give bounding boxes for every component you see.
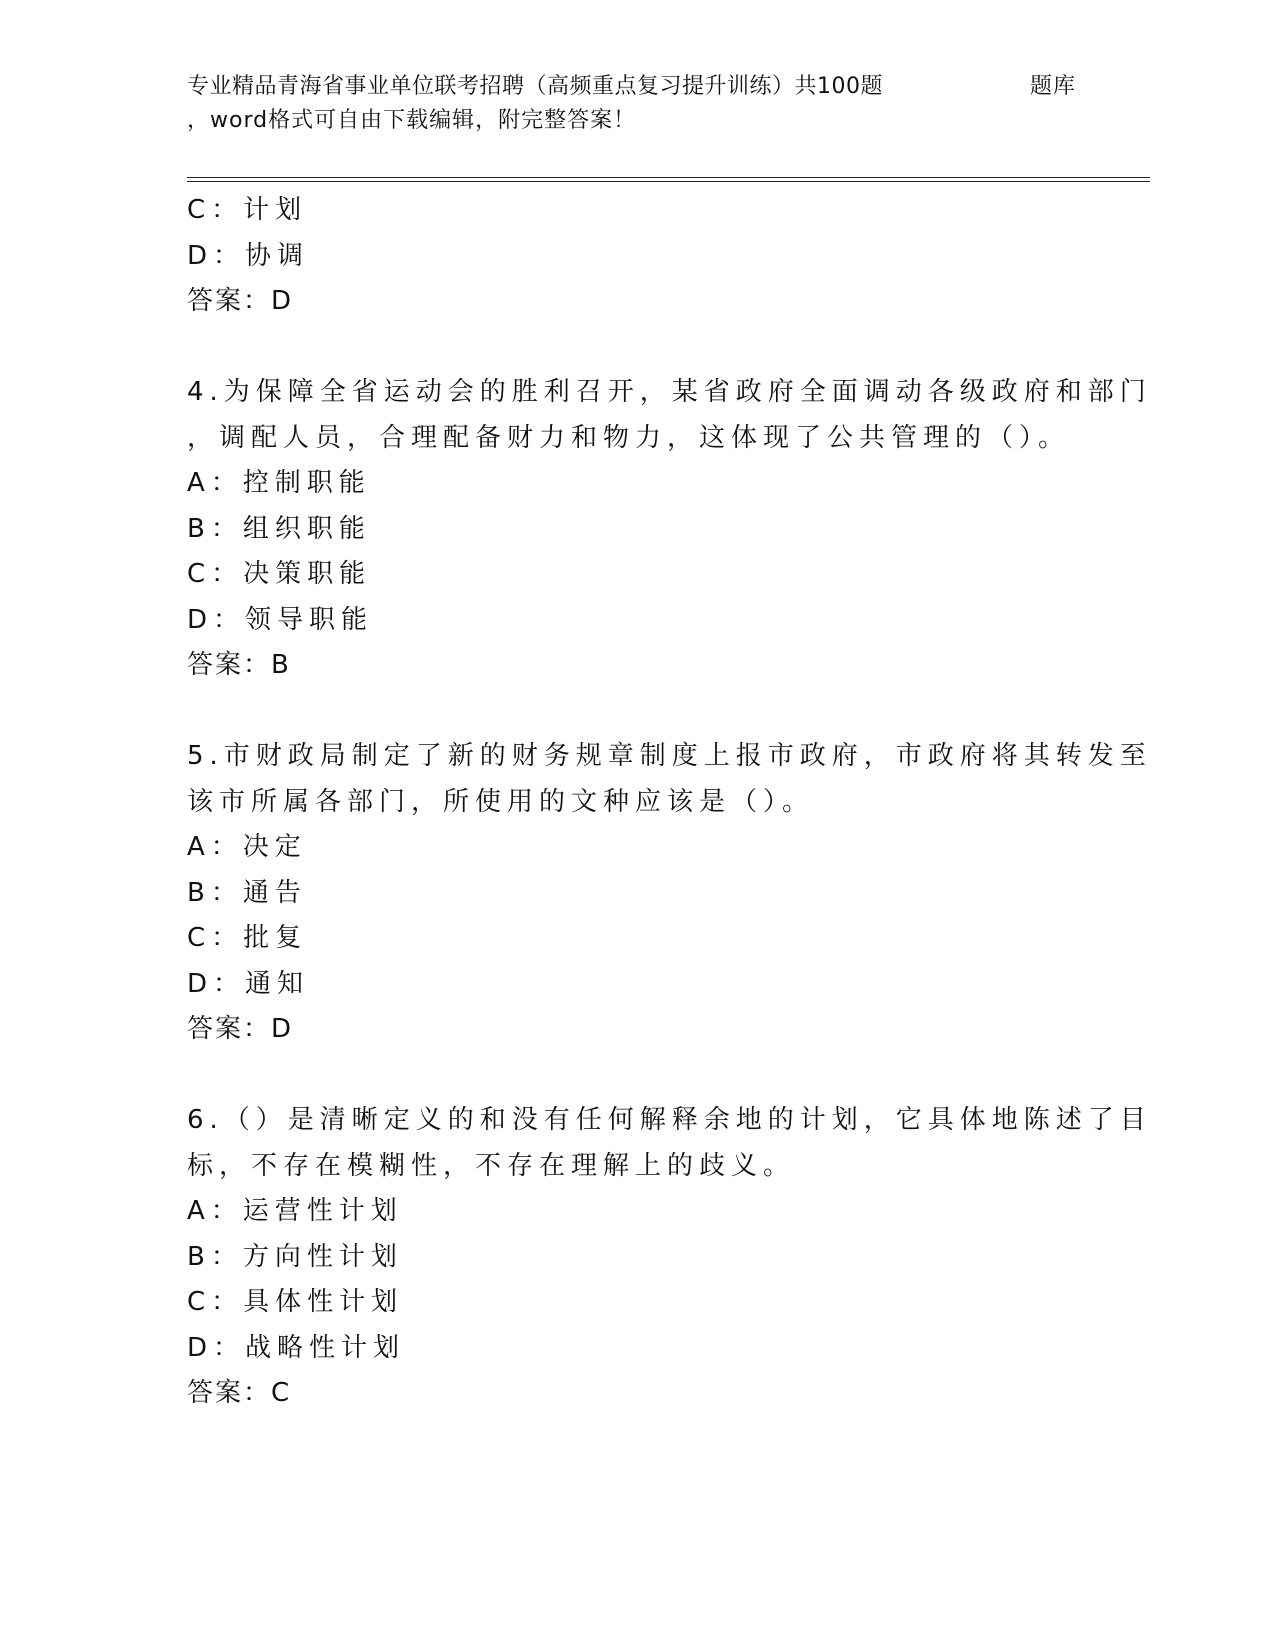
header-rule-bottom bbox=[187, 181, 1150, 182]
header-title-text: 专业精品青海省事业单位联考招聘（高频重点复习提升训练）共100题 bbox=[187, 74, 883, 99]
question-6-line1: 6.（）是清晰定义的和没有任何解释余地的计划，它具体地陈述了目 bbox=[187, 1105, 1152, 1135]
question-4-option-a: A：控制职能 bbox=[187, 468, 371, 498]
question-6-option-d: D：战略性计划 bbox=[187, 1332, 406, 1363]
question-6-option-b: B：方向性计划 bbox=[187, 1241, 403, 1272]
page-header bbox=[187, 70, 1147, 138]
question-6-line2: 标，不存在模糊性，不存在理解上的歧义。 bbox=[187, 1150, 796, 1181]
spacer bbox=[187, 689, 1067, 735]
spacer bbox=[187, 1053, 1067, 1099]
option-d: D：协调 bbox=[187, 240, 310, 271]
question-6-answer: 答案：C bbox=[187, 1378, 292, 1408]
header-title-line1 bbox=[187, 70, 1147, 104]
question-4-option-c: C：决策职能 bbox=[187, 559, 372, 589]
answer-line: 答案：D bbox=[187, 286, 294, 316]
question-5-answer: 答案：D bbox=[187, 1014, 294, 1044]
question-content bbox=[187, 188, 1152, 1417]
question-5-line2: 该市所属各部门，所使用的文种应该是（）。 bbox=[187, 786, 815, 817]
header-title-line2: ，word格式可自由下载编辑，附完整答案！ bbox=[187, 108, 637, 133]
option-c: C：计划 bbox=[187, 195, 308, 225]
spacer bbox=[187, 325, 1067, 371]
question-4-option-d: D：领导职能 bbox=[187, 604, 374, 635]
question-4-line1: 4.为保障全省运动会的胜利召开，某省政府全面调动各级政府和部门 bbox=[187, 377, 1152, 407]
question-6-option-c: C：具体性计划 bbox=[187, 1287, 404, 1317]
question-5-option-c: C：批复 bbox=[187, 923, 308, 953]
question-5-option-b: B：通告 bbox=[187, 877, 307, 908]
header-rule-top bbox=[187, 177, 1150, 178]
question-4-line2: ，调配人员，合理配备财力和物力，这体现了公共管理的（）。 bbox=[187, 422, 1071, 453]
question-4-option-b: B：组织职能 bbox=[187, 513, 371, 544]
question-6-option-a: A：运营性计划 bbox=[187, 1196, 403, 1226]
question-5-option-a: A：决定 bbox=[187, 832, 307, 862]
header-right-label: 题库 bbox=[1030, 74, 1077, 99]
question-4-answer: 答案：B bbox=[187, 650, 291, 680]
question-5-line1: 5.市财政局制定了新的财务规章制度上报市政府，市政府将其转发至 bbox=[187, 741, 1152, 771]
question-5-option-d: D：通知 bbox=[187, 968, 310, 999]
